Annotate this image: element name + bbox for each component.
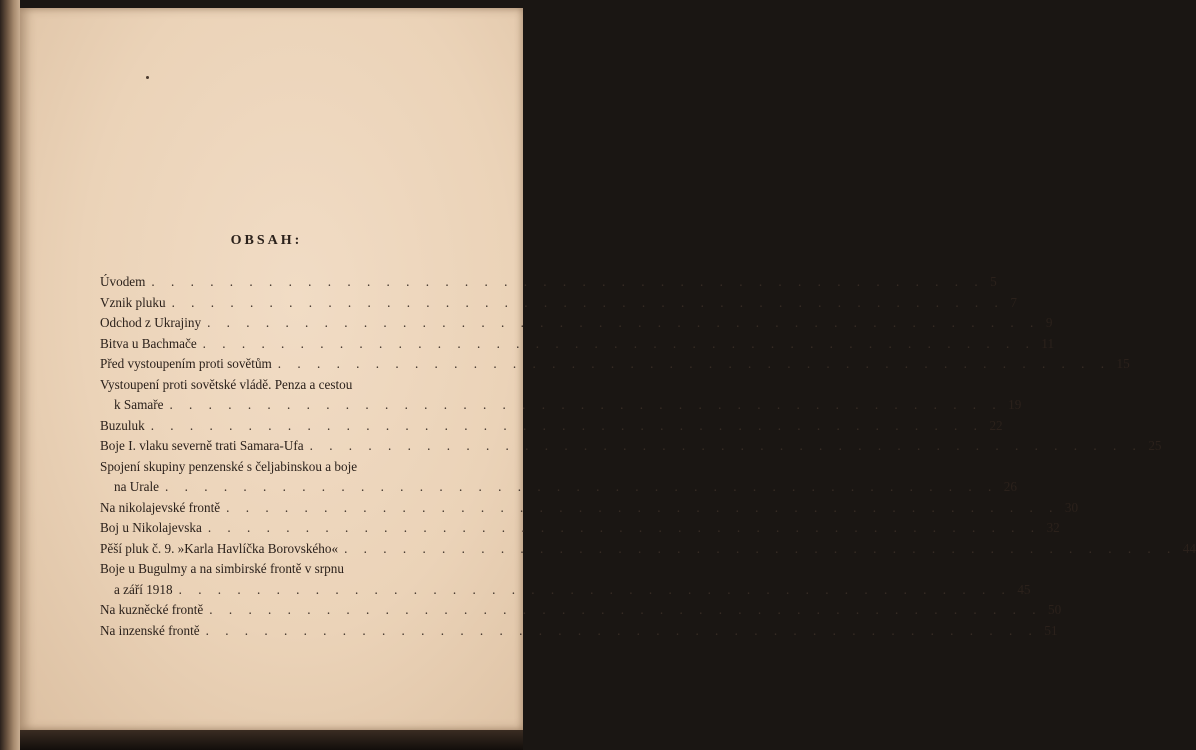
toc-page-number: 9 [1045, 315, 1053, 330]
toc-entry-title: Boje u Bugulmy a na simbirské frontě v srpnu [100, 561, 344, 576]
toc-page-number: 11 [1041, 335, 1055, 351]
toc-dot-leader: . . . . . . . . . . . . . . . . . . . . . . . . . . . . . . . . . . . . . . . . . . . [169, 397, 1003, 412]
toc-entry-line [100, 477, 1017, 498]
toc-page-number: 19 [1008, 397, 1022, 412]
toc-page-number: 30 [1064, 499, 1079, 515]
toc-entry-title: Boj u Nikolajevska [100, 520, 202, 535]
paper-speck [146, 76, 149, 79]
toc-page-number: 50 [1047, 602, 1062, 617]
toc-entry-line [100, 375, 440, 396]
toc-dot-leader: . . . . . . . . . . . . . . . . . . . . . . . . . . . . . . . . . . . . . . . . . . . [178, 581, 1012, 597]
toc-entry-line [100, 580, 1031, 601]
toc-dot-leader: . . . . . . . . . . . . . . . . . . . . . . . . . . . . . . . . . . . . . . . . . . . [344, 540, 1177, 556]
toc-entry-title: Vznik pluku [100, 294, 166, 310]
toc-entry-line [100, 621, 1058, 642]
toc-entry-title: Pěší pluk č. 9. »Karla Havlíčka Borovského« [100, 540, 339, 556]
toc-page-number: 25 [1148, 438, 1162, 453]
toc-page-number: 44 [1182, 540, 1196, 556]
toc-entry-title: k Samaře [114, 397, 164, 412]
toc-dot-leader: . . . . . . . . . . . . . . . . . . . . . . . . . . . . . . . . . . . . . . . . . . . [207, 315, 1040, 330]
toc-entry-title: Na kuzněcké frontě [100, 602, 204, 617]
toc-entry-title: Úvodem [100, 274, 146, 289]
toc-entry-line [100, 334, 1055, 355]
toc-entry-title: a září 1918 [114, 581, 173, 597]
toc-entry-title: Před vystoupením proti sovětům [100, 356, 272, 371]
toc-dot-leader: . . . . . . . . . . . . . . . . . . . . . . . . . . . . . . . . . . . . . . . . . . . [151, 274, 985, 289]
toc-entry-line [100, 518, 1060, 539]
toc-entry-title: Odchod z Ukrajiny [100, 315, 202, 330]
page-bottom-edge [20, 730, 523, 750]
toc-entry-line [100, 559, 440, 580]
toc-page-number: 15 [1116, 356, 1130, 371]
toc-dot-leader: . . . . . . . . . . . . . . . . . . . . . . . . . . . . . . . . . . . . . . . . . . . [205, 622, 1039, 638]
toc-dot-leader: . . . . . . . . . . . . . . . . . . . . . . . . . . . . . . . . . . . . . . . . . . . [309, 438, 1143, 453]
toc-page-number: 7 [1010, 294, 1017, 310]
toc-dot-leader: . . . . . . . . . . . . . . . . . . . . . . . . . . . . . . . . . . . . . . . . . . . [207, 520, 1041, 535]
table-of-contents [100, 272, 1196, 641]
toc-dot-leader: . . . . . . . . . . . . . . . . . . . . . . . . . . . . . . . . . . . . . . . . . . . [209, 602, 1042, 617]
toc-page-number: 51 [1044, 622, 1058, 638]
toc-entry-title: na Urale [114, 479, 160, 494]
toc-entry-line [100, 395, 1022, 416]
toc-entry-title: Spojení skupiny penzenské s čeljabinskou a boje [100, 458, 358, 474]
toc-heading: OBSAH: [230, 233, 303, 248]
toc-dot-leader: . . . . . . . . . . . . . . . . . . . . . . . . . . . . . . . . . . . . . . . . . . . [165, 479, 998, 494]
toc-dot-leader: . . . . . . . . . . . . . . . . . . . . . . . . . . . . . . . . . . . . . . . . . . . [150, 417, 984, 433]
toc-dot-leader: . . . . . . . . . . . . . . . . . . . . . . . . . . . . . . . . . . . . . . . . . . . [202, 335, 1036, 351]
toc-dot-leader: . . . . . . . . . . . . . . . . . . . . . . . . . . . . . . . . . . . . . . . . . . . [226, 499, 1059, 515]
toc-entry-title: Boje I. vlaku severně trati Samara-Ufa [100, 438, 304, 453]
toc-entry-line [100, 600, 1062, 621]
toc-entry-line [100, 498, 1079, 519]
toc-entry-line [100, 416, 1003, 437]
toc-dot-leader: . . . . . . . . . . . . . . . . . . . . . . . . . . . . . . . . . . . . . . . . . . . [171, 294, 1005, 310]
toc-entry-line [100, 272, 997, 293]
toc-entry-title: Na inzenské frontě [100, 622, 200, 638]
toc-page-number: 26 [1003, 479, 1017, 494]
toc-page-number: 5 [990, 274, 997, 289]
toc-page-number: 45 [1017, 581, 1031, 597]
toc-entry-line [100, 457, 440, 478]
toc-entry-line [100, 539, 1196, 560]
toc-entry-title: Bitva u Bachmače [100, 335, 197, 351]
toc-entry-line [100, 313, 1053, 334]
book-spine [0, 0, 20, 750]
toc-dot-leader: . . . . . . . . . . . . . . . . . . . . . . . . . . . . . . . . . . . . . . . . . . . [277, 356, 1111, 371]
toc-entry-title: Buzuluk [100, 417, 145, 433]
toc-page-number: 32 [1046, 520, 1060, 535]
toc-entry-title: Vystoupení proti sovětské vládě. Penza a cestou [100, 376, 353, 392]
toc-entry-title: Na nikolajevské frontě [100, 499, 221, 515]
toc-entry-line [100, 293, 1017, 314]
toc-entry-line [100, 354, 1130, 375]
toc-entry-line [100, 436, 1162, 457]
toc-page-number: 22 [989, 417, 1003, 433]
